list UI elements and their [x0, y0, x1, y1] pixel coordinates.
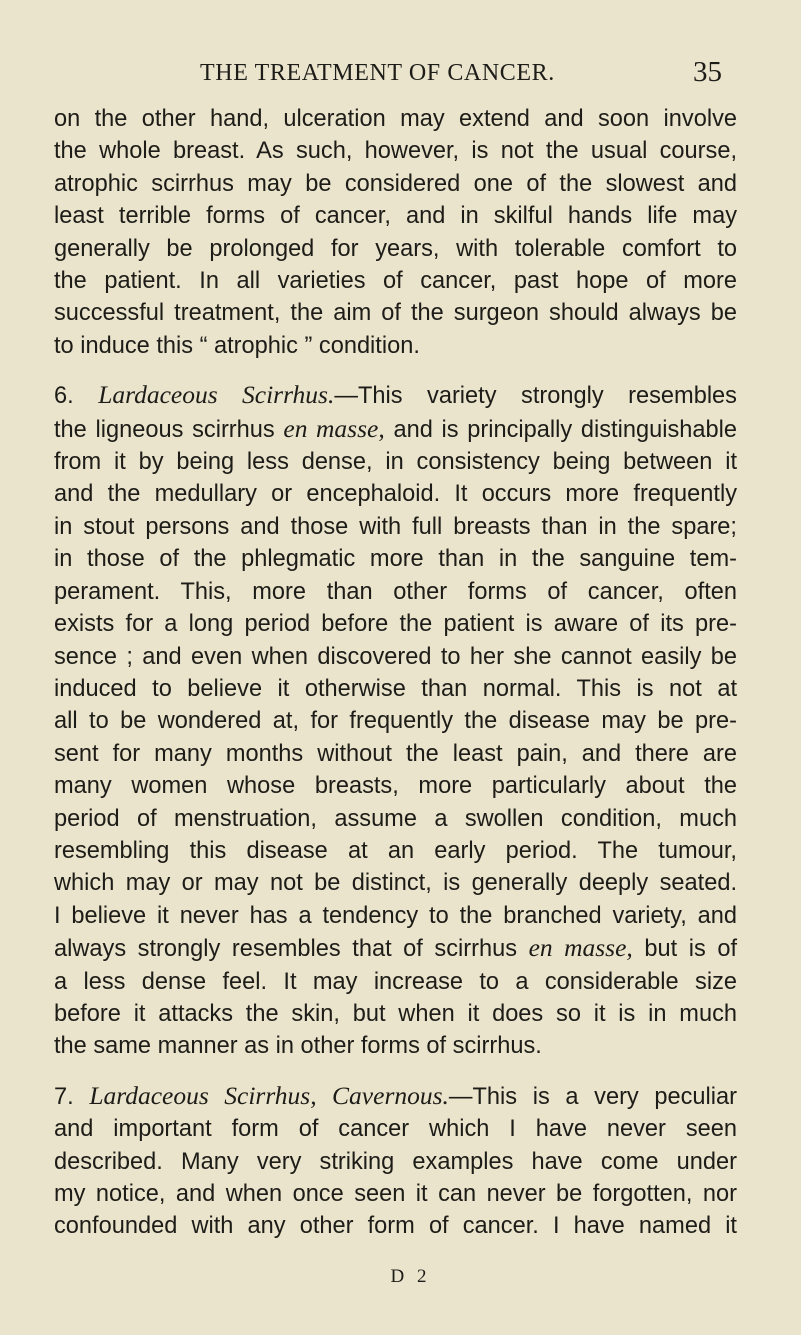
- text-line: atrophic scirrhus may be considered one of the slowest and: [54, 170, 737, 197]
- text-line: described. Many very striking examples have come under: [54, 1148, 737, 1175]
- italic-phrase: en masse,: [528, 933, 633, 963]
- text-line: the whole breast. As such, however, is not the usual course,: [54, 138, 737, 165]
- section-6-heading-line: [54, 379, 737, 412]
- text-line: which may or may not be distinct, is generally deeply seated.: [54, 870, 737, 897]
- text-line: [54, 413, 737, 446]
- body-text: [54, 103, 737, 1243]
- signature-mark: D 2: [390, 1266, 431, 1287]
- text-fragment: —This is a very peculiar: [448, 1083, 737, 1110]
- text-line: many women whose breasts, more particularly about the: [54, 773, 737, 800]
- italic-phrase: en masse,: [283, 413, 385, 443]
- section-7-heading-line: [54, 1080, 737, 1113]
- text-line: exists for a long period before the patient is aware of its pre-: [54, 611, 737, 638]
- section-title: Lardaceous Scirrhus, Cavernous.: [89, 1080, 449, 1110]
- section-number: 6.: [54, 383, 74, 410]
- running-title: THE TREATMENT OF CANCER.: [200, 60, 555, 86]
- text-line: to induce this “ atrophic ” condition.: [54, 332, 420, 359]
- text-line: least terrible forms of cancer, and in skilful hands life may: [54, 203, 737, 230]
- text-line: confounded with any other form of cancer. I have named it: [54, 1213, 737, 1240]
- text-line: in stout persons and those with full breasts than in the spare;: [54, 513, 737, 540]
- page-number: 35: [693, 56, 722, 88]
- text-line: sence ; and even when discovered to her she cannot easily be: [54, 643, 737, 670]
- text-line: all to be wondered at, for frequently the disease may be pre-: [54, 708, 737, 735]
- section-title: Lardaceous Scirrhus.: [98, 380, 335, 410]
- text-line: on the other hand, ulceration may extend and soon involve: [54, 106, 737, 132]
- section-number: 7.: [54, 1083, 74, 1110]
- text-fragment: always strongly resembles that of scirrhus: [54, 936, 518, 963]
- text-fragment: but is of: [644, 936, 738, 963]
- text-line: the same manner as in other forms of scirrhus.: [54, 1033, 542, 1060]
- text-line: induced to believe it otherwise than normal. This is not at: [54, 675, 737, 702]
- text-line: I believe it never has a tendency to the branched variety, and: [54, 902, 737, 929]
- text-line: sent for many months without the least pain, and there are: [54, 740, 737, 767]
- text-line: period of menstruation, assume a swollen condition, much: [54, 805, 737, 832]
- text-line: from it by being less dense, in consistency being between it: [54, 449, 737, 476]
- text-line: a less dense feel. It may increase to a considerable size: [54, 968, 737, 995]
- text-line: the patient. In all varieties of cancer, past hope of more: [54, 268, 737, 295]
- text-line: generally be prolonged for years, with tolerable comfort to: [54, 235, 737, 262]
- text-fragment: the ligneous scirrhus: [54, 416, 275, 443]
- text-line: before it attacks the skin, but when it does so it is in much: [54, 1000, 737, 1027]
- text-fragment: and is principally distinguishable: [393, 416, 737, 443]
- text-fragment: —This variety strongly resembles: [334, 383, 737, 410]
- text-line: in those of the phlegmatic more than in the sanguine tem-: [54, 546, 737, 573]
- text-line: and important form of cancer which I have never seen: [54, 1116, 737, 1143]
- running-head: [0, 56, 801, 96]
- text-line: my notice, and when once seen it can never be forgotten, nor: [54, 1181, 737, 1207]
- text-line: [54, 932, 737, 965]
- text-line: successful treatment, the aim of the surgeon should always be: [54, 300, 737, 327]
- text-line: perament. This, more than other forms of cancer, often: [54, 578, 737, 605]
- text-line: and the medullary or encephaloid. It occurs more frequently: [54, 481, 737, 508]
- text-line: resembling this disease at an early period. The tumour,: [54, 837, 737, 864]
